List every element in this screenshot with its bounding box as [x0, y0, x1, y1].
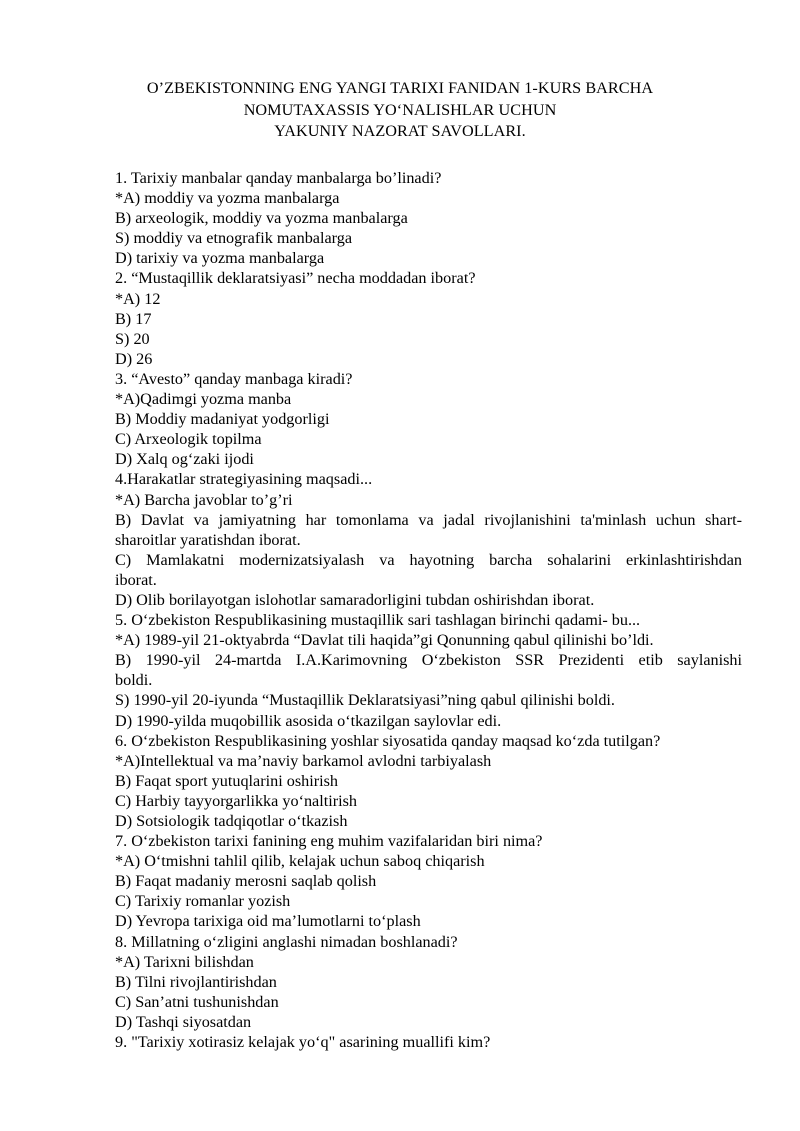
question-5-option-b: B) 1990-yil 24-martda I.A.Karimovning O‘zbekiston SSR Prezidenti etib saylanishi: [115, 651, 742, 670]
question-3: 3. “Avesto” qanday manbaga kiradi?: [115, 369, 353, 388]
question-2: 2. “Mustaqillik deklaratsiyasi” necha moddadan iborat?: [115, 269, 476, 288]
question-3-option-c: C) Arxeologik topilma: [115, 430, 262, 449]
question-1: 1. Tarixiy manbalar qanday manbalarga bo’linadi?: [115, 169, 442, 187]
question-5-option-s: S) 1990-yil 20-iyunda “Mustaqillik Deklaratsiyasi”ning qabul qilinishi boldi.: [115, 691, 615, 710]
question-7: 7. O‘zbekiston tarixi fanining eng muhim vazifalaridan biri nima?: [115, 832, 543, 851]
question-9: 9. "Tarixiy xotirasiz kelajak yo‘q" asarining muallifi kim?: [115, 1033, 491, 1052]
question-7-option-a: *A) O‘tmishni tahlil qilib, kelajak uchun saboq chiqarish: [115, 852, 485, 871]
question-4-option-d: D) Olib borilayotgan islohotlar samaradorligini tubdan oshirishdan iborat.: [115, 590, 595, 609]
question-7-option-b: B) Faqat madaniy merosni saqlab qolish: [115, 872, 377, 891]
question-4: 4.Harakatlar strategiyasining maqsadi...: [115, 470, 373, 489]
question-6-option-d: D) Sotsiologik tadqiqotlar o‘tkazish: [115, 812, 348, 830]
question-2-option-a: *A) 12: [115, 289, 161, 308]
question-4-option-c: C) Mamlakatni modernizatsiyalash va hayotning barcha sohalarini erkinlashtirishdan: [115, 550, 742, 569]
title-line-2: NOMUTAXASSIS YO‘NALISHLAR UCHUN: [243, 100, 557, 119]
question-4-option-b-cont: sharoitlar yaratishdan iborat.: [115, 530, 301, 549]
question-2-option-d: D) 26: [115, 349, 153, 368]
question-8-option-a: *A) Tarixni bilishdan: [115, 952, 254, 971]
title-line-3: YAKUNIY NAZORAT SAVOLLARI.: [274, 122, 526, 140]
question-5-option-d: D) 1990-yilda muqobillik asosida o‘tkazilgan saylovlar edi.: [115, 711, 502, 730]
title-line-1: O’ZBEKISTONNING ENG YANGI TARIXI FANIDAN 1-KURS BARCHA: [146, 79, 654, 97]
question-4-option-c-cont: iborat.: [115, 570, 157, 589]
question-5-option-a: *A) 1989-yil 21-oktyabrda “Davlat tili haqida”gi Qonunning qabul qilinishi bo’ldi.: [115, 631, 654, 650]
question-1-option-a: *A) moddiy va yozma manbalarga: [115, 189, 340, 208]
question-2-option-b: B) 17: [115, 309, 152, 328]
question-7-option-d: D) Yevropa tarixiga oid ma’lumotlarni to‘plash: [115, 912, 421, 931]
question-6-option-a: *A)Intellektual va ma’naviy barkamol avlodni tarbiyalash: [115, 751, 492, 770]
question-4-option-b: B) Davlat va jamiyatning har tomonlama va jadal rivojlanishini ta'minlash uchun shart-: [115, 510, 742, 529]
questions-list: [115, 168, 742, 1052]
question-8-option-c: C) San’atni tushunishdan: [115, 992, 279, 1011]
question-4-option-a: *A) Barcha javoblar to’g’ri: [115, 490, 293, 509]
question-6-option-b: B) Faqat sport yutuqlarini oshirish: [115, 771, 339, 790]
question-3-option-b: B) Moddiy madaniyat yodgorligi: [115, 410, 330, 429]
question-8: 8. Millatning o‘zligini anglashi nimadan boshlanadi?: [115, 932, 458, 951]
question-7-option-c: C) Tarixiy romanlar yozish: [115, 892, 291, 911]
question-3-option-d: D) Xalq og‘zaki ijodi: [115, 450, 254, 469]
question-1-option-b: B) arxeologik, moddiy va yozma manbalarga: [115, 209, 408, 228]
question-6: 6. O‘zbekiston Respublikasining yoshlar siyosatida qanday maqsad ko‘zda tutilgan?: [115, 731, 661, 750]
question-8-option-b: B) Tilni rivojlantirishdan: [115, 972, 277, 991]
question-1-option-d: D) tarixiy va yozma manbalarga: [115, 249, 325, 268]
question-3-option-a: *A)Qadimgi yozma manba: [115, 390, 292, 409]
document-title: [60, 78, 740, 143]
question-8-option-d: D) Tashqi siyosatdan: [115, 1012, 252, 1031]
question-1-option-s: S) moddiy va etnografik manbalarga: [115, 229, 353, 248]
question-6-option-c: C) Harbiy tayyorgarlikka yo‘naltirish: [115, 791, 358, 810]
question-5: 5. O‘zbekiston Respublikasining mustaqillik sari tashlagan birinchi qadami- bu...: [115, 611, 641, 630]
question-2-option-s: S) 20: [115, 329, 150, 348]
question-5-option-b-cont: boldi.: [115, 671, 153, 690]
